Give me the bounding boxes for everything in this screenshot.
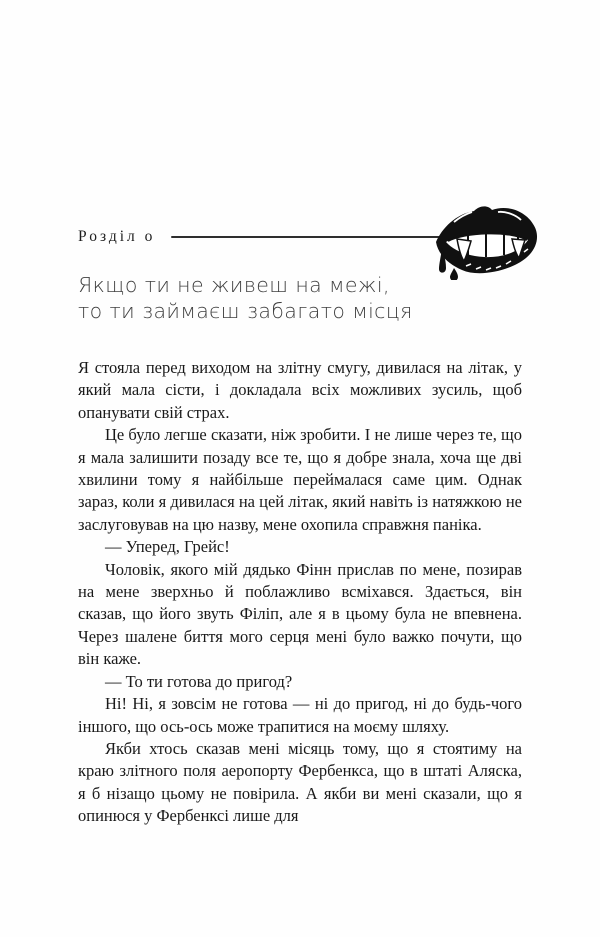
chapter-label: Розділ о [78, 228, 156, 245]
chapter-subtitle-line2: то ти займаєш забагато місця [78, 299, 413, 323]
chapter-subtitle-line1: Якщо ти не живеш на межі, [78, 273, 390, 297]
paragraph: Якби хтось сказав мені місяць тому, що я стоятиму на краю злітного поля аеропорту Фербенкса, що в штаті Аляска, я б нізащо цьому не повірила. А якби ви мені сказали, що я опинюся у Фербенксі лише для [78, 738, 522, 826]
vampire-lips-icon [428, 202, 540, 280]
body-text [78, 357, 522, 828]
dialogue-line: — То ти готова до пригод? [105, 671, 293, 691]
paragraph: Я стояла перед виходом на злітну смугу, дивилася на літак, у який мала сісти, і докладала всіх можливих зусиль, щоб опанувати свій страх. [78, 358, 522, 422]
paragraph: Це було легше сказати, ніж зробити. І не лише через те, що я мала залишити позаду все те, що я добре знала, хоча ще дві хвилини тому я найбільше переймалася саме цим. Однак зараз, коли я дивилася на цей літак, який навіть із натяжкою не заслуговував на цю назву, мене охопила справжня паніка. [78, 425, 522, 534]
dialogue-line: — Уперед, Грейс! [105, 537, 230, 557]
paragraph: Ні! Ні, я зовсім не готова — ні до пригод, ні до будь-чого іншого, що ось-ось може трапитися на моєму шляху. [78, 694, 522, 736]
paragraph: Чоловік, якого мій дядько Фінн прислав по мене, позирав на мене зверхньо й поблажливо всміхався. Здається, він сказав, що його звуть Філіп, але я в цьому була не впевнена. Через шалене биття мого серця мені було важко почути, що він каже. [78, 559, 522, 669]
chapter-header [78, 228, 522, 246]
chapter-rule-line [171, 236, 446, 238]
